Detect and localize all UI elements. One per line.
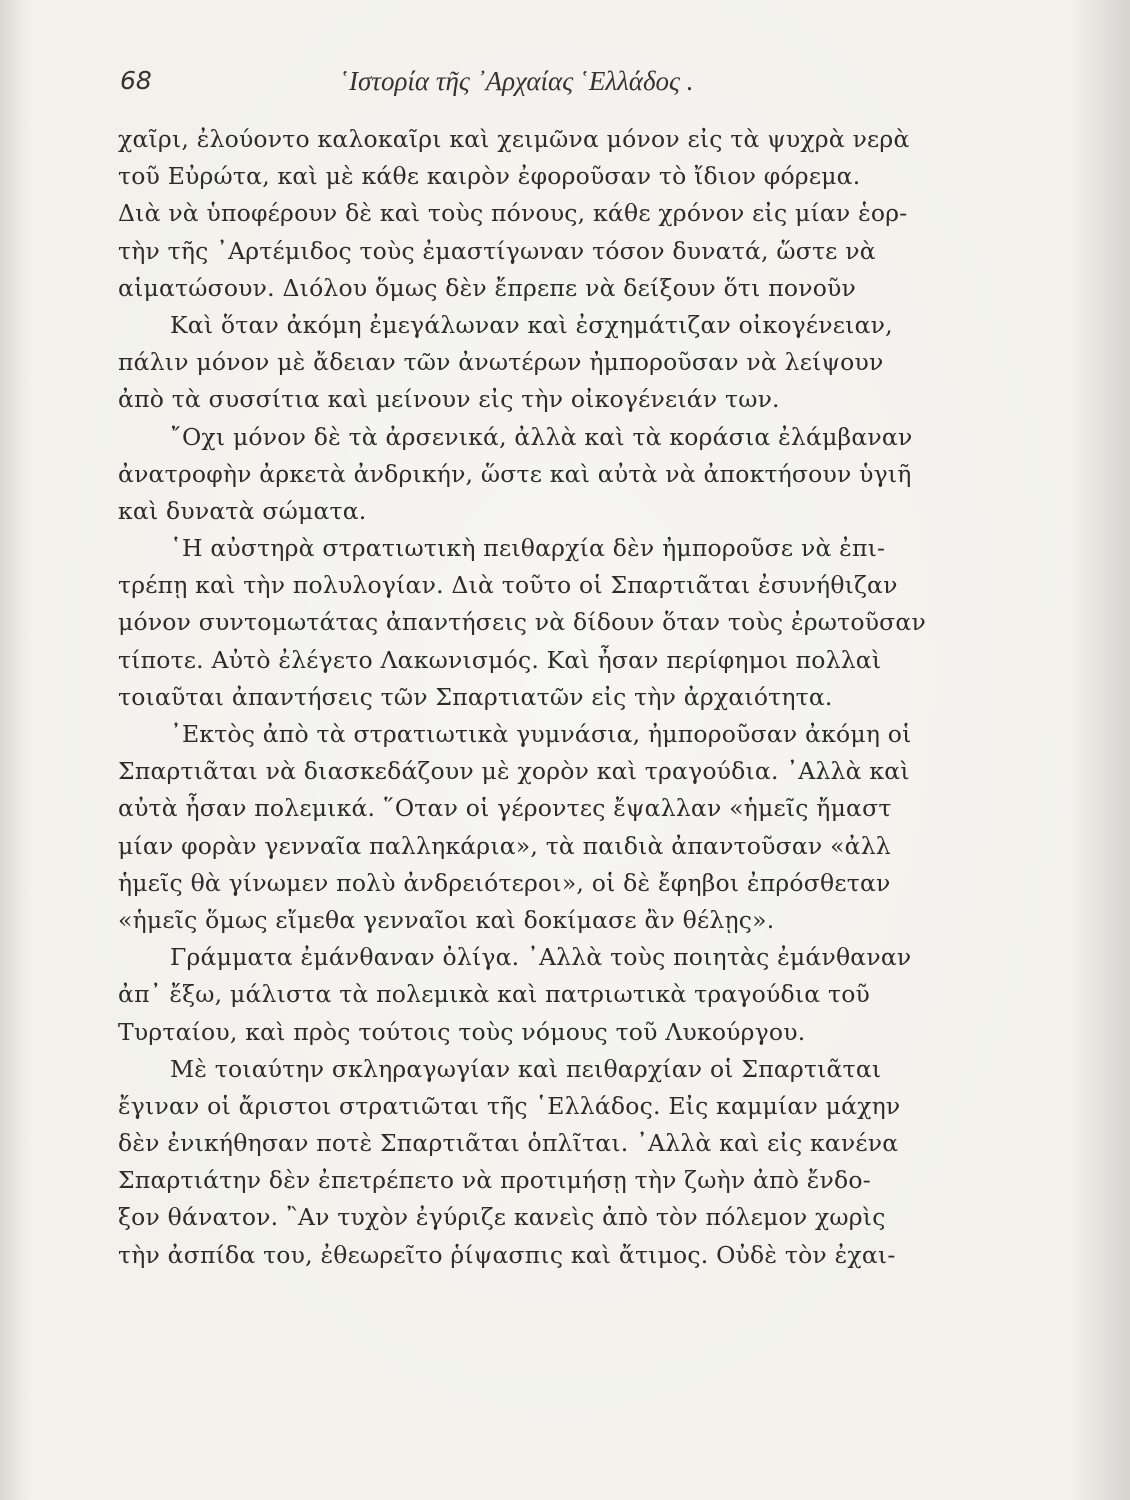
text-line: Σπαρτιάτην δὲν ἐπετρέπετο νὰ προτιμήσῃ τὴν ζωὴν ἀπὸ ἔνδο- <box>118 1166 871 1195</box>
page-number: 68 <box>120 66 152 95</box>
text-line: ᾿Εκτὸς ἀπὸ τὰ στρατιωτικὰ γυμνάσια, ἠμποροῦσαν ἀκόμη οἱ <box>170 720 912 748</box>
text-line: τρέπῃ καὶ τὴν πολυλογίαν. Διὰ τοῦτο οἱ Σπαρτιᾶται ἐσυνήθιζαν <box>118 571 898 600</box>
text-line: ἡμεῖς θὰ γίνωμεν πολὺ ἀνδρειότεροι», οἱ δὲ ἔφηβοι ἐπρόσθεταν <box>118 868 891 897</box>
text-line: τὴν ἀσπίδα του, ἐθεωρεῖτο ῥίψασπις καὶ ἄτιμος. Οὐδὲ τὸν ἐχαι- <box>118 1240 896 1269</box>
text-line: Γράμματα ἐμάνθαναν ὀλίγα. ᾿Αλλὰ τοὺς ποιητὰς ἐμάνθαναν <box>170 943 912 972</box>
text-line: πάλιν μόνον μὲ ἄδειαν τῶν ἀνωτέρων ἠμποροῦσαν νὰ λείψουν <box>118 348 884 377</box>
text-line: ἔγιναν οἱ ἄριστοι στρατιῶται τῆς ῾Ελλάδος. Εἰς καμμίαν μάχην <box>118 1091 901 1120</box>
text-line: Τυρταίου, καὶ πρὸς τούτοις τοὺς νόμους τοῦ Λυκούργου. <box>118 1017 806 1046</box>
text-line: αὐτὰ ἦσαν πολεμικά. ῞Οταν οἱ γέροντες ἔψαλλαν «ἡμεῖς ἤμαστ <box>118 794 892 823</box>
text-line: καὶ δυνατὰ σώματα. <box>118 496 367 525</box>
text-line: ἀπὸ τὰ συσσίτια καὶ μείνουν εἰς τὴν οἰκογένειάν των. <box>118 385 780 414</box>
text-line: τίποτε. Αὐτὸ ἐλέγετο Λακωνισμός. Καὶ ἦσαν περίφημοι πολλαὶ <box>118 645 882 674</box>
text-line: ῾Η αὐστηρὰ στρατιωτικὴ πειθαρχία δὲν ἠμποροῦσε νὰ ἐπι- <box>170 534 886 563</box>
page-header <box>120 66 1000 106</box>
page-edge-shadow-right <box>1070 0 1130 1500</box>
text-line: χαῖρι, ἐλούοντο καλοκαῖρι καὶ χειμῶνα μόνον εἰς τὰ ψυχρὰ νερὰ <box>118 125 910 153</box>
text-line: αἱματώσουν. Διόλου ὅμως δὲν ἔπρεπε νὰ δείξουν ὅτι πονοῦν <box>118 273 857 302</box>
text-line: Καὶ ὅταν ἀκόμη ἐμεγάλωναν καὶ ἐσχημάτιζαν οἰκογένειαν, <box>170 310 893 339</box>
body-text <box>118 121 1018 1274</box>
text-line: Διὰ νὰ ὑποφέρουν δὲ καὶ τοὺς πόνους, κάθε χρόνον εἰς μίαν ἑορ- <box>118 199 908 228</box>
text-line: Μὲ τοιαύτην σκληραγωγίαν καὶ πειθαρχίαν οἱ Σπαρτιᾶται <box>170 1054 882 1083</box>
text-line: τοιαῦται ἀπαντήσεις τῶν Σπαρτιατῶν εἰς τὴν ἀρχαιότητα. <box>118 682 833 711</box>
text-line: Σπαρτιᾶται νὰ διασκεδάζουν μὲ χορὸν καὶ τραγούδια. ᾿Αλλὰ καὶ <box>118 757 910 786</box>
text-line: τοῦ Εὐρώτα, καὶ μὲ κάθε καιρὸν ἐφοροῦσαν τὸ ἴδιον φόρεμα. <box>118 162 861 191</box>
text-line: τὴν τῆς ᾿Αρτέμιδος τοὺς ἐμαστίγωναν τόσον δυνατά, ὥστε νὰ <box>118 236 876 265</box>
text-line: δὲν ἐνικήθησαν ποτὲ Σπαρτιᾶται ὁπλῖται. ᾿Αλλὰ καὶ εἰς κανένα <box>118 1129 899 1158</box>
text-line: ῎Οχι μόνον δὲ τὰ ἀρσενικά, ἀλλὰ καὶ τὰ κοράσια ἐλάμβαναν <box>170 422 913 451</box>
running-title: ῾Ιστορία τῆς ᾿Αρχαίας ῾Ελλάδος . <box>340 66 694 96</box>
text-line: ἀπ᾿ ἔξω, μάλιστα τὰ πολεμικὰ καὶ πατριωτικὰ τραγούδια τοῦ <box>118 980 871 1009</box>
text-line: μίαν φορὰν γενναῖα παλληκάρια», τὰ παιδιὰ ἀπαντοῦσαν «ἀλλ <box>118 831 891 860</box>
text-line: μόνον συντομωτάτας ἀπαντήσεις νὰ δίδουν ὅταν τοὺς ἐρωτοῦσαν <box>118 608 926 637</box>
text-line: ἀνατροφὴν ἀρκετὰ ἀνδρικήν, ὥστε καὶ αὐτὰ νὰ ἀποκτήσουν ὑγιῆ <box>118 459 912 488</box>
text-line: «ἡμεῖς ὅμως εἴμεθα γενναῖοι καὶ δοκίμασε ἂν θέλῃς». <box>118 905 775 934</box>
text-line: ξον θάνατον. ῍Αν τυχὸν ἐγύριζε κανεὶς ἀπὸ τὸν πόλεμον χωρὶς <box>118 1203 886 1232</box>
page-edge-shadow-left <box>0 0 30 1500</box>
